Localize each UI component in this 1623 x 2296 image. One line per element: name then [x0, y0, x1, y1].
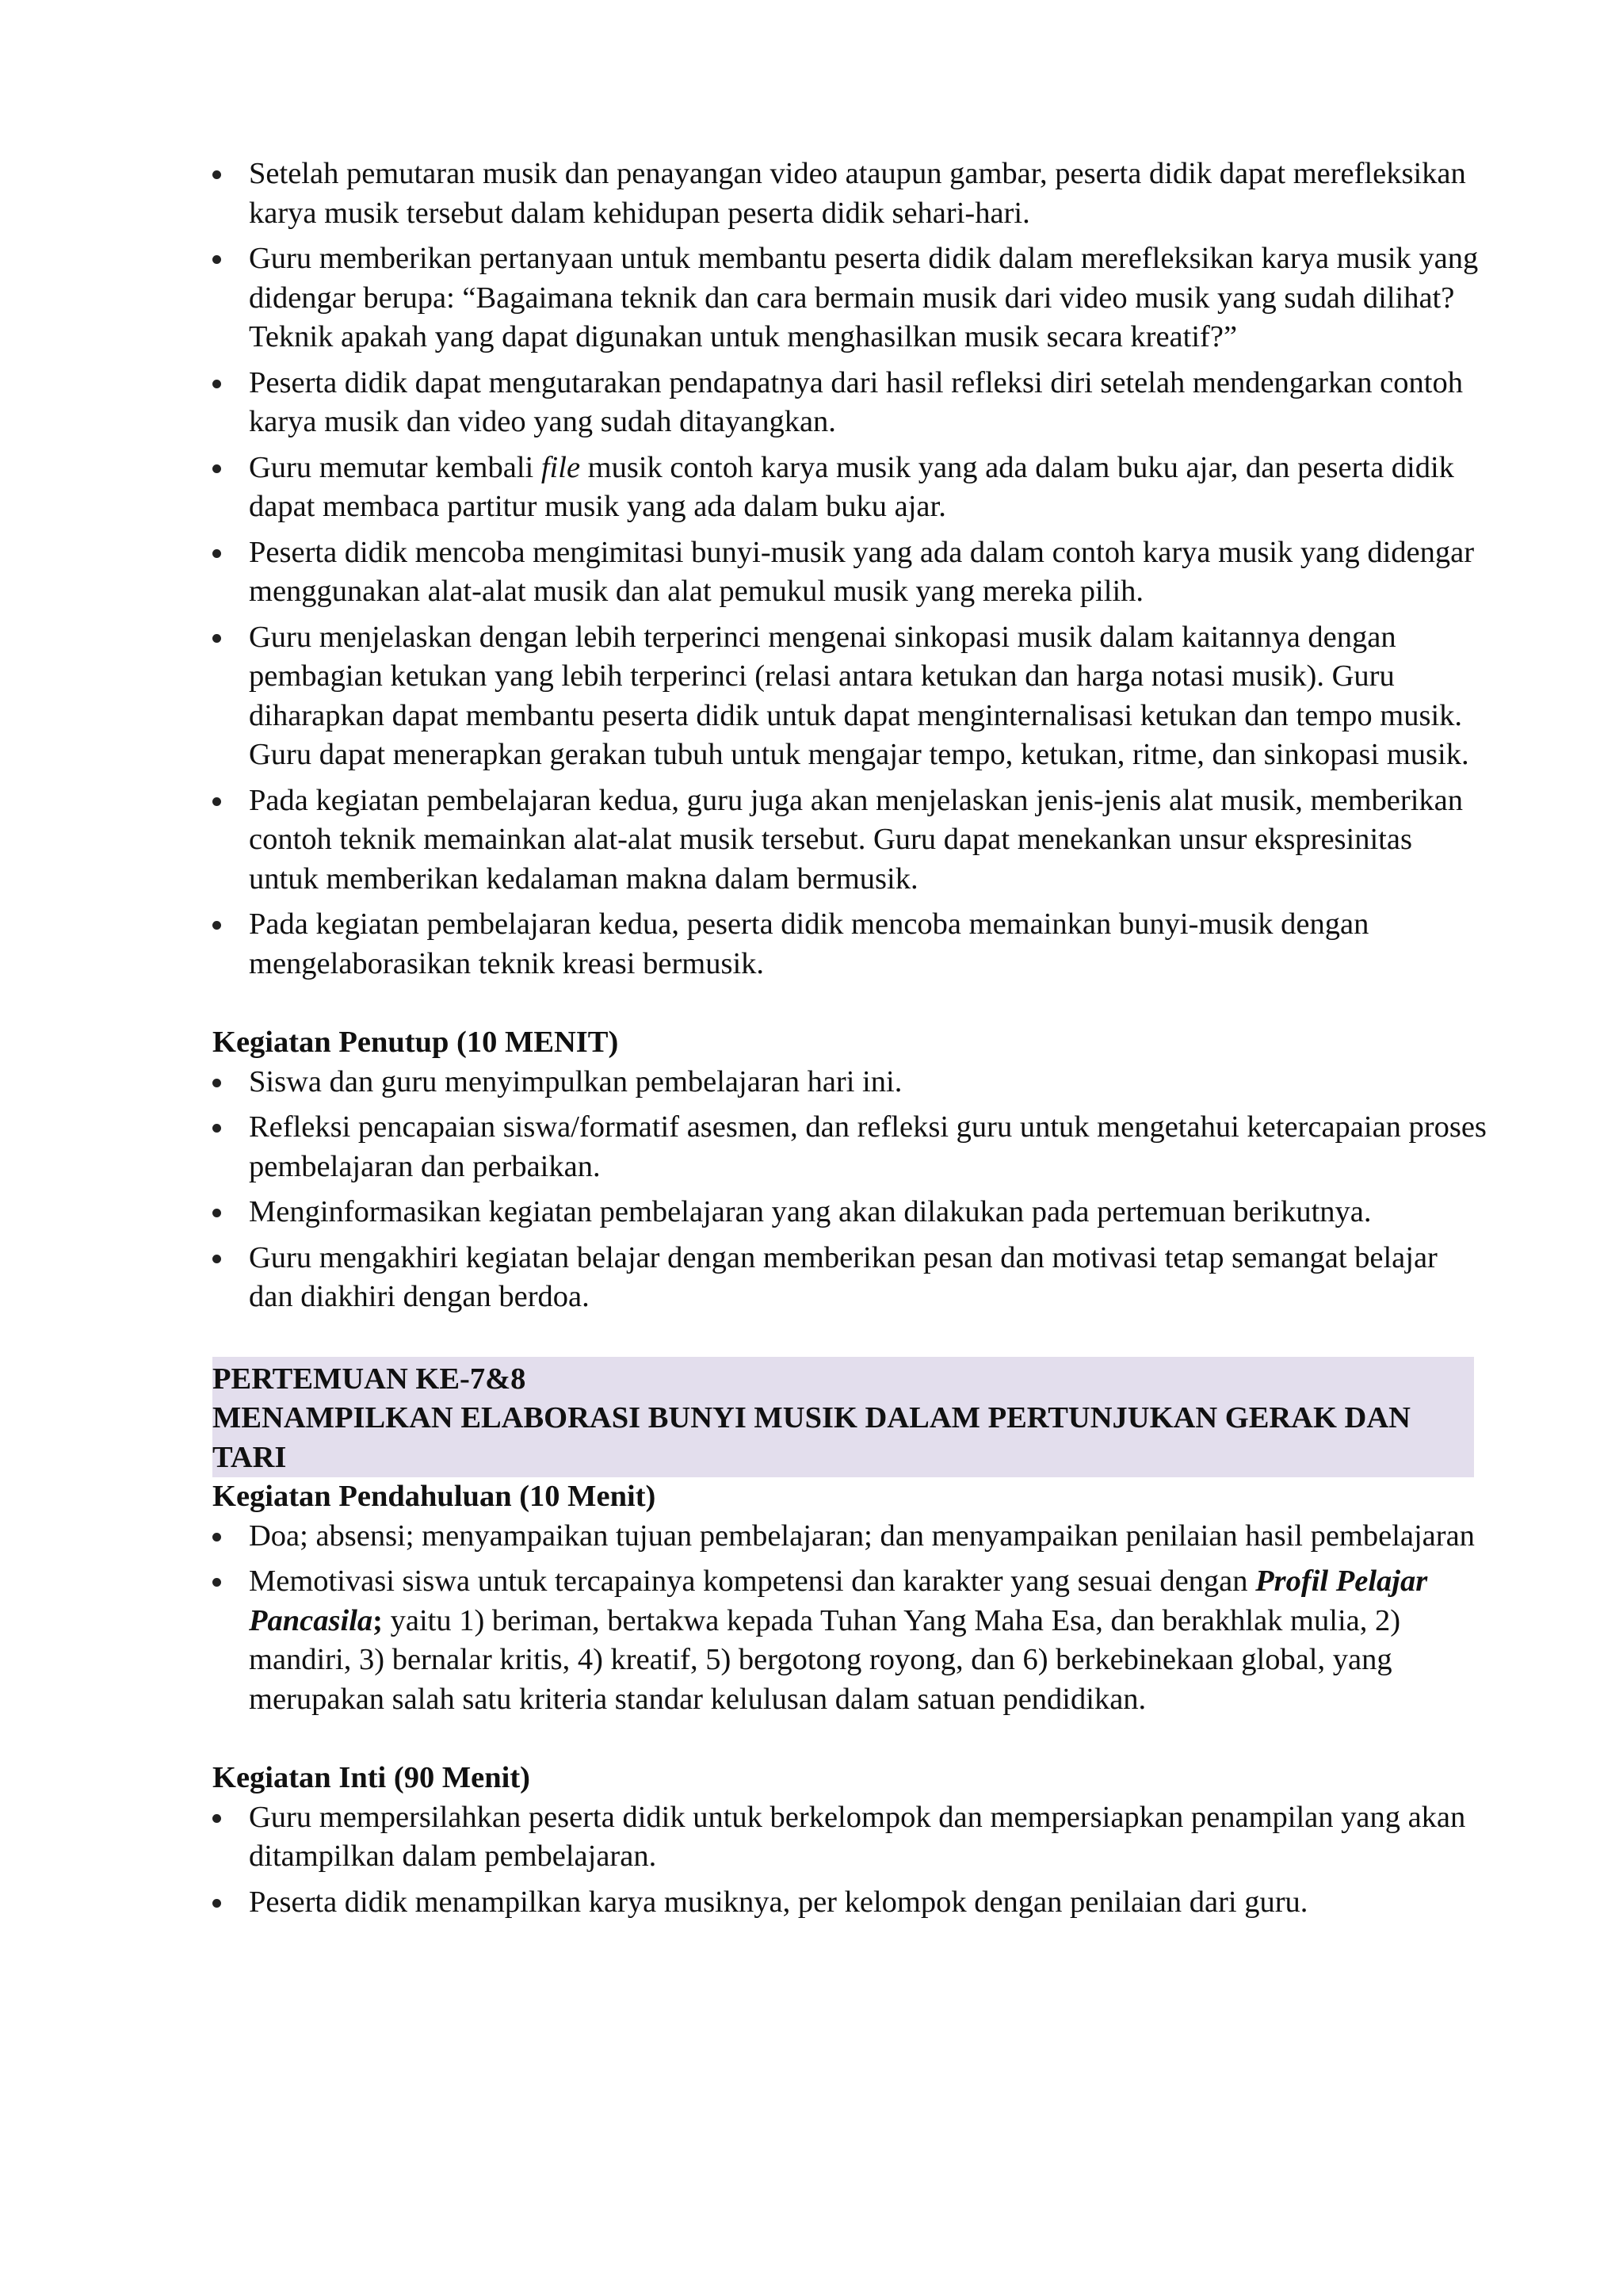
list-item-text: Setelah pemutaran musik dan penayangan video ataupun gambar, peserta didik dapat merefleksikan karya musik tersebut dalam kehidupan peserta didik sehari-hari.	[249, 157, 1466, 230]
bullet-icon	[212, 1899, 221, 1908]
bullet-icon	[212, 380, 221, 388]
section-heading-inti: Kegiatan Inti (90 Menit)	[212, 1761, 530, 1794]
list-item-text: Doa; absensi; menyampaikan tujuan pembelajaran; dan menyampaikan penilaian hasil pembelajaran	[249, 1519, 1475, 1553]
list-item-text: Guru memberikan pertanyaan untuk membantu peserta didik dalam merefleksikan karya musik yang didengar berupa: “Bagaimana teknik dan cara bermain musik dari video musik yang sudah dilihat? Teknik apakah yang dapat digunakan untuk menghasilkan musik secara kreatif?”	[249, 242, 1479, 353]
list-item	[212, 1108, 1488, 1186]
list-item-text-end: musik contoh karya musik yang ada dalam buku ajar, dan peserta didik dapat membaca partitur musik yang ada dalam buku ajar.	[249, 450, 1454, 523]
list-item-text: Guru mempersilahkan peserta didik untuk berkelompok dan mempersiapkan penampilan yang akan ditampilkan dalam pembelajaran.	[249, 1800, 1466, 1873]
list-item-text: Peserta didik mencoba mengimitasi bunyi-musik yang ada dalam contoh karya musik yang didengar menggunakan alat-alat musik dan alat pemukul musik yang mereka pilih.	[249, 535, 1475, 608]
activity-list-pendahuluan	[212, 1517, 1488, 1720]
bullet-icon	[212, 1079, 221, 1087]
list-item	[212, 1063, 1488, 1102]
list-item-text: Pada kegiatan pembelajaran kedua, peserta didik mencoba memainkan bunyi-musik dengan mengelaborasikan teknik kreasi bermusik.	[249, 907, 1369, 980]
list-item	[212, 618, 1488, 775]
profile-term: Profil Pelajar Pancasila	[249, 1564, 1428, 1637]
list-item	[212, 1798, 1488, 1877]
meeting-title: MENAMPILKAN ELABORASI BUNYI MUSIK DALAM PERTUNJUKAN GERAK DAN TARI	[212, 1401, 1411, 1474]
list-item	[212, 449, 1488, 527]
section-heading-pendahuluan: Kegiatan Pendahuluan (10 Menit)	[212, 1480, 656, 1513]
bullet-icon	[212, 797, 221, 806]
meeting-number: PERTEMUAN KE-7&8	[212, 1362, 526, 1396]
list-item	[212, 1517, 1488, 1557]
bullet-icon	[212, 1255, 221, 1263]
list-item	[212, 533, 1488, 612]
list-item-text: Guru mengakhiri kegiatan belajar dengan memberikan pesan dan motivasi tetap semangat belajar dan diakhiri dengan berdoa.	[249, 1240, 1438, 1313]
list-item	[212, 905, 1488, 984]
list-item-text-start: Memotivasi siswa untuk tercapainya kompetensi dan karakter yang sesuai dengan	[249, 1564, 1256, 1598]
semicolon-bold: ;	[372, 1603, 383, 1637]
list-item-text-start: Guru memutar kembali	[249, 450, 541, 484]
list-item	[212, 1193, 1488, 1232]
list-item-text: Peserta didik dapat mengutarakan pendapatnya dari hasil refleksi diri setelah mendengarkan contoh karya musik dan video yang sudah ditayangkan.	[249, 365, 1463, 438]
document-page	[212, 155, 1488, 1928]
list-item-text: Siswa dan guru menyimpulkan pembelajaran hari ini.	[249, 1064, 903, 1098]
bullet-icon	[212, 1533, 221, 1541]
bullet-icon	[212, 549, 221, 558]
list-item	[212, 239, 1488, 357]
list-item-text: Guru menjelaskan dengan lebih terperinci mengenai sinkopasi musik dalam kaitannya dengan pembagian ketukan yang lebih terperinci (relasi antara ketukan dan harga notasi musik). Guru diharapkan dapat membantu peserta didik untuk dapat menginternalisasi ketukan dan tempo musik. Guru dapat menerapkan gerakan tubuh untuk mengajar tempo, ketukan, ritme, dan sinkopasi musik.	[249, 620, 1469, 771]
activity-list-top	[212, 155, 1488, 984]
list-item	[212, 1883, 1488, 1923]
meeting-title-band	[212, 1357, 1474, 1478]
bullet-icon	[212, 1209, 221, 1217]
activity-list-inti	[212, 1798, 1488, 1923]
bullet-icon	[212, 464, 221, 473]
bullet-icon	[212, 255, 221, 264]
section-heading-penutup: Kegiatan Penutup (10 MENIT)	[212, 1026, 619, 1059]
list-item	[212, 1562, 1488, 1719]
activity-list-penutup	[212, 1063, 1488, 1317]
bullet-icon	[212, 634, 221, 643]
list-item	[212, 155, 1488, 233]
bullet-icon	[212, 1814, 221, 1823]
bullet-icon	[212, 1124, 221, 1133]
list-item-text-italic: file	[540, 450, 581, 484]
list-item-text: Menginformasikan kegiatan pembelajaran yang akan dilakukan pada pertemuan berikutnya.	[249, 1195, 1372, 1228]
list-item-text: Pada kegiatan pembelajaran kedua, guru juga akan menjelaskan jenis-jenis alat musik, memberikan contoh teknik memainkan alat-alat musik tersebut. Guru dapat menekankan unsur ekspresinitas untuk memberikan kedalaman makna dalam bermusik.	[249, 783, 1463, 896]
bullet-icon	[212, 921, 221, 930]
list-item-text-end: yaitu 1) beriman, bertakwa kepada Tuhan Yang Maha Esa, dan berakhlak mulia, 2) mandiri, 3) bernalar kritis, 4) kreatif, 5) bergotong royong, dan 6) berkebinekaan global, yang merupakan salah satu kriteria standar kelulusan dalam satuan pendidikan.	[249, 1603, 1401, 1716]
bullet-icon	[212, 170, 221, 179]
list-item	[212, 364, 1488, 442]
list-item-text: Refleksi pencapaian siswa/formatif asesmen, dan refleksi guru untuk mengetahui ketercapaian proses pembelajaran dan perbaikan.	[249, 1110, 1487, 1183]
list-item	[212, 1239, 1488, 1317]
bullet-icon	[212, 1578, 221, 1587]
list-item	[212, 781, 1488, 900]
list-item-text: Peserta didik menampilkan karya musiknya, per kelompok dengan penilaian dari guru.	[249, 1885, 1308, 1919]
